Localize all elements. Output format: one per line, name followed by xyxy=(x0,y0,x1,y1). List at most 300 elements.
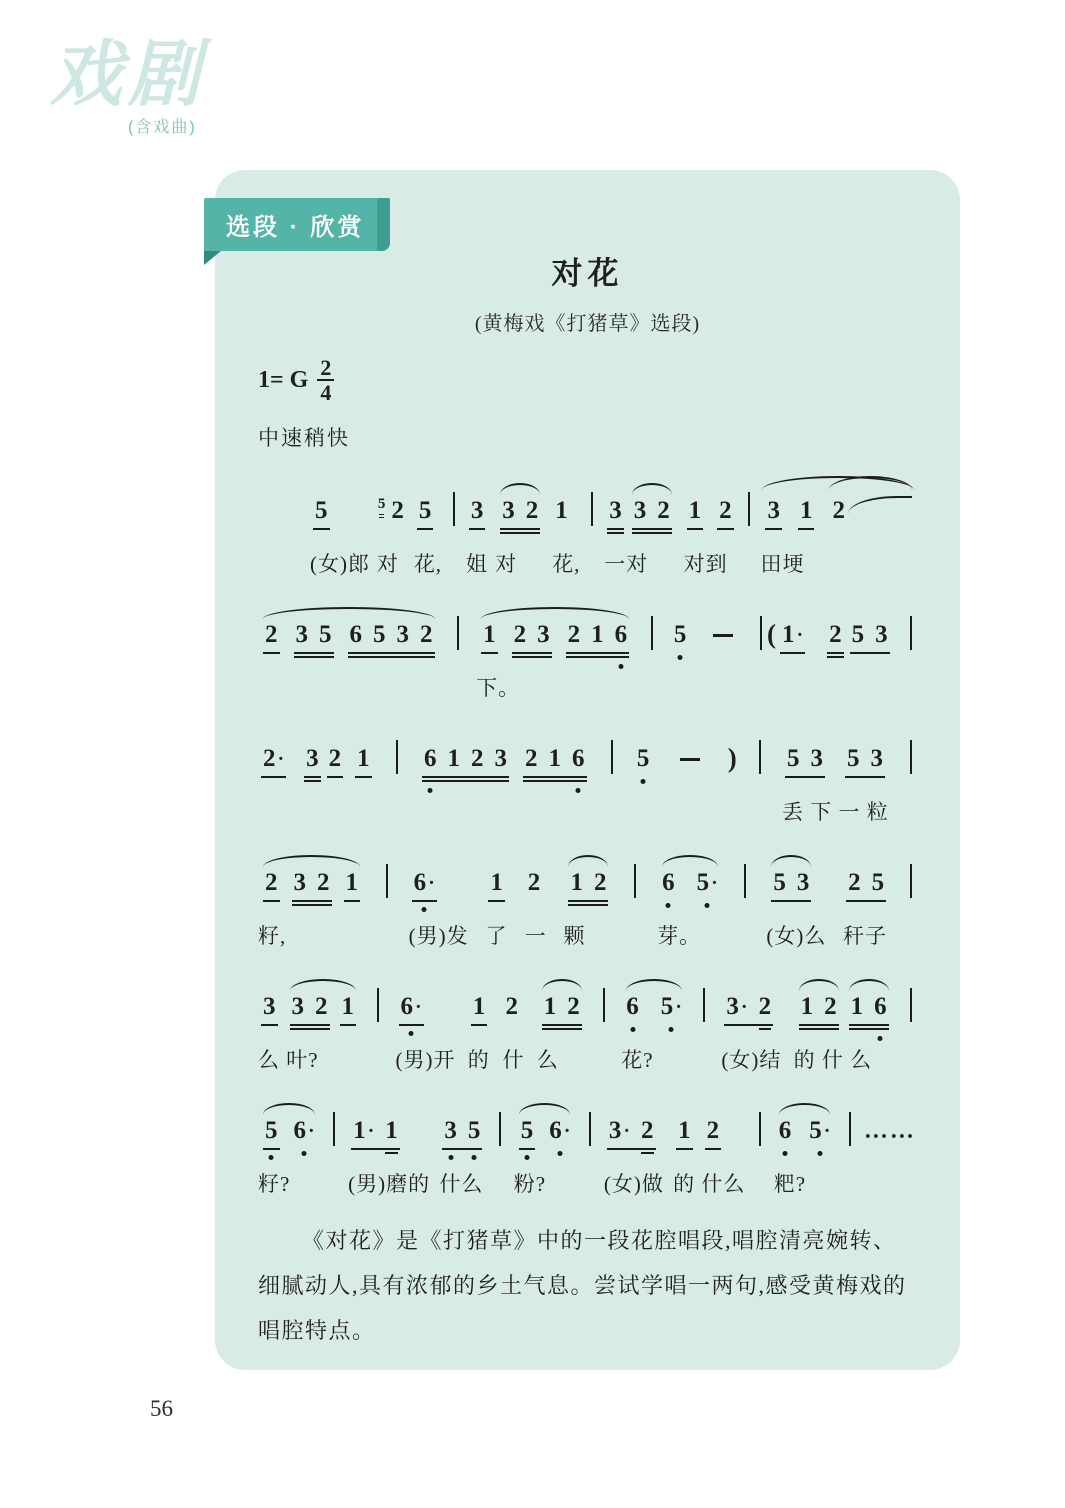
beam-group xyxy=(511,620,553,650)
spacer xyxy=(785,525,795,526)
note xyxy=(633,496,648,526)
note-digit: 6 xyxy=(572,745,585,773)
score-cell xyxy=(727,722,738,774)
note-digit: 6 xyxy=(413,869,427,897)
low-octave-dot xyxy=(448,1155,453,1160)
beat-underline xyxy=(488,900,505,902)
note-digit: 5 xyxy=(373,621,386,649)
beat-underline xyxy=(512,652,552,654)
score-cell xyxy=(449,474,459,526)
notes-row xyxy=(258,1116,320,1146)
beat-underline xyxy=(313,528,330,530)
music-line xyxy=(258,970,916,1074)
slur-arc xyxy=(481,607,629,619)
spacer xyxy=(817,525,827,526)
lyric: (男)磨的 xyxy=(348,1172,431,1197)
slur-group xyxy=(539,992,585,1022)
lyric: 籽, xyxy=(258,924,287,949)
notes-row xyxy=(607,744,617,774)
note xyxy=(870,744,885,774)
note xyxy=(851,620,866,650)
notes-row xyxy=(727,744,738,774)
slur-arc xyxy=(662,855,718,867)
notes-row xyxy=(348,1116,403,1146)
note-digit: 1 xyxy=(555,497,568,525)
note xyxy=(874,620,889,650)
note xyxy=(293,1116,316,1146)
lyric: 芽。 xyxy=(657,924,702,949)
score-cell xyxy=(647,598,657,650)
notes-row xyxy=(604,496,677,526)
note-digit: 1 xyxy=(799,497,813,525)
beam-group xyxy=(441,1116,483,1146)
beat-underline xyxy=(542,1024,582,1026)
notes-row xyxy=(503,992,522,1022)
notes-row xyxy=(760,496,916,526)
note xyxy=(264,868,279,898)
beat-underline xyxy=(523,780,587,782)
lyric: 的 xyxy=(467,1048,490,1073)
augmentation-dot: · xyxy=(711,872,718,895)
note-digit: 5 xyxy=(315,497,328,525)
beat-underline xyxy=(294,652,334,654)
note-digit: 3 xyxy=(609,497,622,525)
beam-group xyxy=(716,496,735,526)
notes-row xyxy=(258,744,375,774)
grace-note: 5 xyxy=(378,496,386,512)
extra-underline xyxy=(385,1152,398,1154)
beam-group xyxy=(339,992,358,1022)
tie-tail-arc xyxy=(848,496,912,514)
note xyxy=(264,620,279,650)
barline xyxy=(457,616,459,650)
spacer xyxy=(335,897,341,898)
note-digit: 6 xyxy=(349,621,362,649)
notes-row xyxy=(721,992,776,1022)
slur-group xyxy=(629,496,675,526)
note xyxy=(524,744,539,774)
note xyxy=(494,744,509,774)
note-digit: 3 xyxy=(810,745,824,773)
beam-group xyxy=(468,496,487,526)
notes-row xyxy=(843,868,889,898)
note xyxy=(472,992,487,1022)
lyric: 了 xyxy=(485,924,508,949)
low-octave-dot xyxy=(618,664,623,669)
score-cell xyxy=(699,970,709,1022)
slur-group xyxy=(260,868,363,898)
score-cell xyxy=(310,474,370,578)
score-cell xyxy=(348,1094,430,1198)
music-line xyxy=(258,1094,916,1198)
slur-group xyxy=(565,868,611,898)
notes-row xyxy=(703,620,743,650)
note-digit: 5 xyxy=(851,621,865,649)
slur-arc xyxy=(500,483,540,495)
beam-group xyxy=(849,620,891,650)
beam-group xyxy=(784,744,826,774)
note xyxy=(447,744,462,774)
augmentation-dot: · xyxy=(823,1120,831,1143)
slur-arc xyxy=(626,979,682,991)
score-cell xyxy=(906,970,916,1022)
notes-row xyxy=(310,496,333,526)
note-digit: 1 xyxy=(688,497,702,525)
note xyxy=(778,1116,793,1146)
score-cell xyxy=(258,598,440,650)
note-digit: 3 xyxy=(726,993,739,1021)
slur-group xyxy=(659,868,721,898)
beat-underline xyxy=(785,776,825,778)
note xyxy=(590,620,605,650)
note-digit: 6 xyxy=(549,1117,562,1145)
low-octave-dot xyxy=(630,1027,635,1032)
time-denominator: 4 xyxy=(320,380,332,406)
beam-group xyxy=(262,620,281,650)
note-digit: 6 xyxy=(662,869,675,897)
beat-underline xyxy=(471,1024,488,1026)
note xyxy=(316,868,331,898)
note xyxy=(823,992,838,1022)
note xyxy=(419,620,434,650)
beat-underline xyxy=(542,1028,582,1030)
note xyxy=(341,992,356,1022)
barline xyxy=(910,864,912,898)
augmentation-dot: · xyxy=(740,996,748,1019)
beat-underline xyxy=(519,1148,536,1150)
notes-row xyxy=(864,1116,916,1146)
spacer xyxy=(678,897,694,898)
note xyxy=(608,496,623,526)
notes-row xyxy=(585,1116,595,1146)
beat-underline xyxy=(340,1024,357,1026)
note xyxy=(706,1116,721,1146)
spacer xyxy=(642,1021,658,1022)
held-note-dash xyxy=(713,634,733,637)
note-digit: 2 xyxy=(263,745,276,773)
spacer xyxy=(333,1021,337,1022)
low-octave-dot xyxy=(666,903,671,908)
note-digit: 5 xyxy=(265,1117,278,1145)
slur-group xyxy=(623,992,685,1022)
beat-underline xyxy=(850,652,890,654)
beat-underline xyxy=(348,652,435,654)
notes-row xyxy=(563,868,613,898)
slur-arc xyxy=(779,1103,831,1115)
low-octave-dot xyxy=(409,1031,414,1036)
barline xyxy=(849,1112,851,1146)
note-digit: 3 xyxy=(537,621,550,649)
score-cell xyxy=(439,1094,485,1198)
beam-group xyxy=(797,496,816,526)
beat-underline xyxy=(469,528,486,530)
slur-arc xyxy=(263,1103,315,1115)
beam-group xyxy=(723,992,774,1022)
beat-underline xyxy=(799,1028,839,1030)
barline xyxy=(760,616,762,650)
score-cell xyxy=(740,846,750,898)
note xyxy=(625,992,640,1022)
score-cell xyxy=(864,1094,916,1146)
note-digit: 1 xyxy=(591,621,604,649)
note-digit: 5 xyxy=(520,1117,534,1145)
beam-group xyxy=(764,496,783,526)
score-cell xyxy=(514,1094,576,1198)
note-digit: 2 xyxy=(657,497,670,525)
low-octave-dot xyxy=(576,788,581,793)
lyric: 花? xyxy=(621,1048,654,1073)
notes-row xyxy=(258,868,365,898)
low-octave-dot xyxy=(472,1155,477,1160)
score-cell xyxy=(414,474,442,578)
beam-group xyxy=(262,868,281,898)
note-digit: 6 xyxy=(424,745,437,773)
slur-arc xyxy=(849,979,889,991)
notes-row xyxy=(409,868,440,898)
notes-row xyxy=(485,868,508,898)
note xyxy=(264,1116,279,1146)
note-digit: 2 xyxy=(824,993,837,1021)
beam-group xyxy=(487,868,506,898)
note-digit: 3 xyxy=(444,1117,457,1145)
beat-underline xyxy=(399,1024,424,1026)
beam-group xyxy=(606,1116,657,1146)
note-digit: 3 xyxy=(306,745,319,773)
beat-underline xyxy=(724,1024,773,1026)
spacer xyxy=(808,649,824,650)
beam-group xyxy=(291,868,333,898)
score-cell xyxy=(599,970,609,1022)
note-digit: 5 xyxy=(787,745,800,773)
score-cell xyxy=(258,846,365,950)
beam-group xyxy=(499,496,541,526)
lyric: 秆子 xyxy=(843,924,888,949)
note-digit: 5 xyxy=(871,869,885,897)
low-octave-dot xyxy=(557,1151,562,1156)
beat-underline xyxy=(799,1024,839,1026)
beat-underline xyxy=(351,1148,400,1150)
beam-group xyxy=(262,1116,281,1146)
beat-underline xyxy=(290,1024,330,1026)
note xyxy=(554,496,569,526)
score-cell xyxy=(468,970,491,1074)
lyric: 颗 xyxy=(563,924,586,949)
score-cell xyxy=(329,1094,339,1146)
slur-arc xyxy=(542,979,582,991)
slur-arc xyxy=(290,979,357,991)
score-cell xyxy=(377,474,407,578)
beat-underline xyxy=(412,900,437,902)
barline xyxy=(910,616,912,650)
notes-row xyxy=(755,744,765,774)
note xyxy=(871,868,886,898)
note xyxy=(520,1116,535,1146)
note-digit: 2 xyxy=(706,1117,720,1145)
note-digit: 2 xyxy=(719,497,732,525)
note xyxy=(640,1116,655,1146)
notes-row xyxy=(495,1116,505,1146)
beam-group xyxy=(848,992,890,1022)
note-digit: 3 xyxy=(263,993,276,1021)
notes-row xyxy=(684,496,737,526)
beat-underline xyxy=(632,528,672,530)
lyric: 一 xyxy=(524,924,547,949)
notes-row xyxy=(845,1116,855,1146)
note-digit: 2 xyxy=(315,993,328,1021)
note-digit: 2 xyxy=(527,869,541,897)
ellipsis: …… xyxy=(863,1118,916,1145)
note xyxy=(725,992,748,1022)
lyric: 花, xyxy=(413,552,443,577)
note-digit: 5 xyxy=(673,621,687,649)
score-cell xyxy=(396,970,456,1074)
note-digit: 3 xyxy=(608,1117,622,1145)
note xyxy=(800,992,815,1022)
note-digit: 3 xyxy=(796,869,810,897)
barline xyxy=(744,864,746,898)
note xyxy=(810,744,825,774)
notes-row xyxy=(671,620,690,650)
score-cell xyxy=(537,970,587,1074)
grace-underline xyxy=(379,514,385,516)
key-signature xyxy=(258,356,960,404)
augmentation-dot: · xyxy=(277,748,285,771)
song-subtitle: (黄梅戏《打猪草》选段) xyxy=(474,313,701,335)
augmentation-dot: · xyxy=(367,1120,375,1143)
notes-row xyxy=(329,1116,339,1146)
extra-underline xyxy=(641,1152,654,1154)
barline xyxy=(333,1112,335,1146)
beam-group xyxy=(770,868,812,898)
note-digit: 1 xyxy=(483,621,496,649)
barline xyxy=(759,740,761,774)
lyric: 粉? xyxy=(513,1172,547,1197)
beam-group xyxy=(289,992,331,1022)
note xyxy=(566,992,581,1022)
lyric: (女)结 xyxy=(721,1048,782,1073)
beat-underline xyxy=(261,776,286,778)
note-digit: 2 xyxy=(525,745,538,773)
low-octave-dot xyxy=(302,1151,307,1156)
notes-row xyxy=(537,992,587,1022)
beat-underline xyxy=(422,780,509,782)
slur-group xyxy=(829,496,912,526)
slur-group xyxy=(260,620,438,650)
score-cell xyxy=(673,1094,745,1198)
score-cell xyxy=(258,970,361,1074)
score-cell xyxy=(258,722,375,774)
notes-row xyxy=(495,496,545,526)
note-digit: 2 xyxy=(758,993,772,1021)
slur-arc xyxy=(568,855,608,867)
note-digit: 1 xyxy=(678,1117,691,1145)
note xyxy=(390,496,405,526)
notes-row xyxy=(373,992,383,1022)
note xyxy=(513,620,528,650)
score-cell xyxy=(607,722,617,774)
note xyxy=(593,868,608,898)
note-digit: 3 xyxy=(502,497,515,525)
note xyxy=(384,1116,399,1146)
note-digit: 5 xyxy=(809,1117,822,1145)
notes-row xyxy=(604,1116,659,1146)
beam-group xyxy=(350,1116,401,1146)
score-cell xyxy=(525,846,547,950)
spacer xyxy=(289,773,301,774)
notes-row xyxy=(466,496,489,526)
augmentation-dot: · xyxy=(428,872,435,895)
barline xyxy=(759,1112,761,1146)
lyric: (女)么 xyxy=(766,924,827,949)
lyric: 一对 xyxy=(604,552,649,577)
low-octave-dot xyxy=(817,1151,822,1156)
tempo-marking: 中速稍快 xyxy=(258,426,350,451)
barline xyxy=(611,740,613,774)
beat-underline xyxy=(827,656,844,658)
beam-group xyxy=(844,744,886,774)
notes-row xyxy=(906,744,916,774)
time-numerator: 2 xyxy=(317,356,334,381)
barline xyxy=(396,740,398,774)
note-digit: 2 xyxy=(317,869,330,897)
lyric: 对 xyxy=(495,552,518,577)
beam-group xyxy=(303,744,322,774)
barline xyxy=(603,988,605,1022)
note-digit: 2 xyxy=(265,621,278,649)
note xyxy=(443,1116,458,1146)
note xyxy=(758,992,773,1022)
spacer xyxy=(555,649,563,650)
note-digit: 6 xyxy=(614,621,628,649)
note-digit: 2 xyxy=(832,497,845,525)
beat-underline xyxy=(827,652,844,654)
barline xyxy=(748,492,750,526)
lyric: 什么 xyxy=(439,1172,484,1197)
barline xyxy=(499,1112,501,1146)
score-cell xyxy=(409,846,469,950)
beam-group xyxy=(631,496,673,526)
lyric: 什 xyxy=(502,1048,525,1073)
notes-row xyxy=(647,620,657,650)
score-cell xyxy=(782,722,889,826)
beat-underline xyxy=(294,656,334,658)
beat-underline xyxy=(263,900,280,902)
beat-underline xyxy=(705,1148,722,1150)
note xyxy=(396,620,411,650)
lyric: (男)发 xyxy=(408,924,469,949)
spacer xyxy=(283,649,291,650)
notes-row xyxy=(382,868,392,898)
spacer xyxy=(346,773,352,774)
slur-arc xyxy=(519,1103,571,1115)
score-cell xyxy=(906,598,916,650)
note xyxy=(262,992,277,1022)
low-octave-dot xyxy=(678,655,683,660)
beat-underline xyxy=(304,776,321,778)
content-panel xyxy=(215,170,960,1370)
note xyxy=(808,1116,831,1146)
slur-group xyxy=(287,992,360,1022)
note-digit: 1 xyxy=(548,745,562,773)
note xyxy=(608,1116,631,1146)
barline xyxy=(651,616,653,650)
note xyxy=(314,992,329,1022)
note xyxy=(423,744,438,774)
note xyxy=(400,992,423,1022)
spacer xyxy=(538,1145,546,1146)
beam-group xyxy=(343,868,362,898)
note xyxy=(799,496,814,526)
